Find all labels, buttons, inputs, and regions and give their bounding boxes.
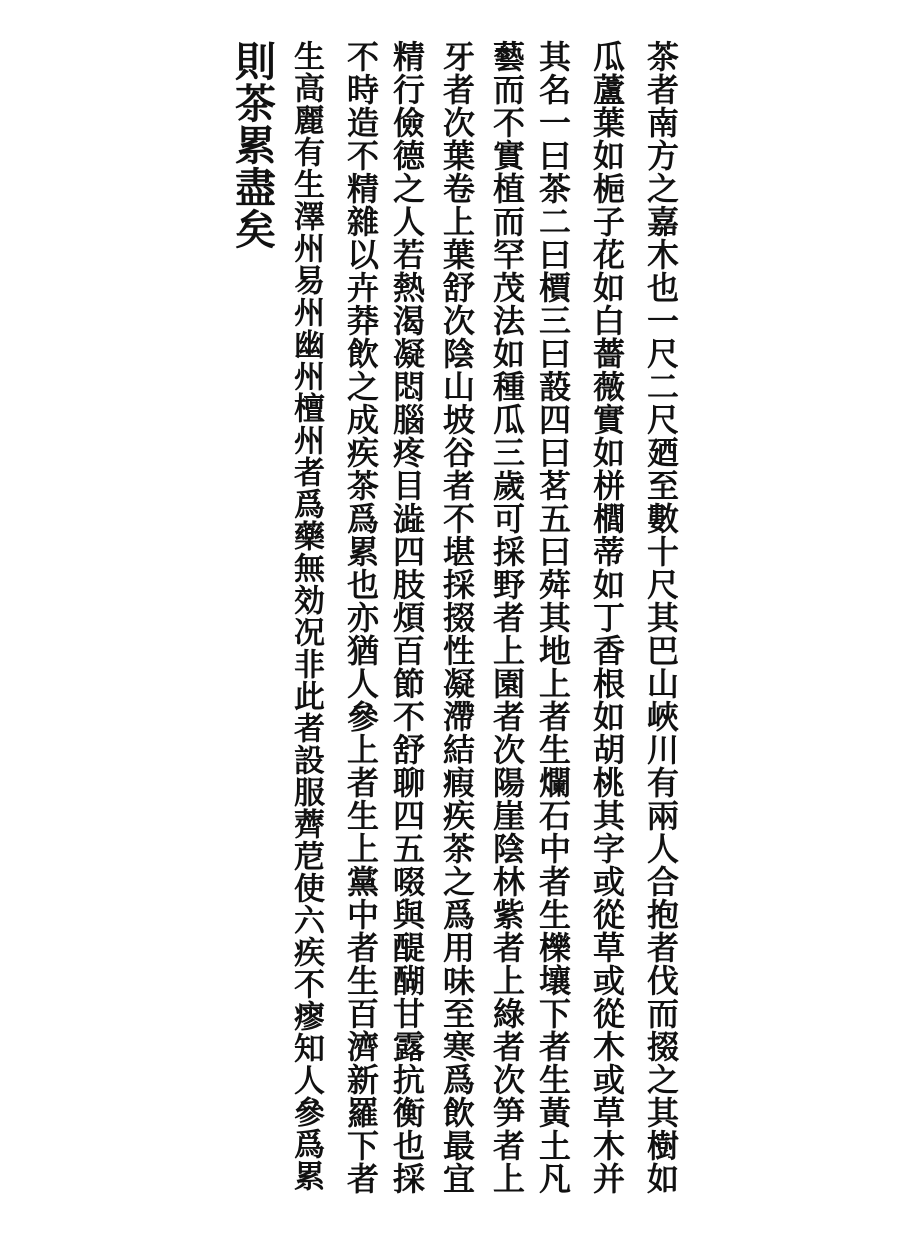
text-column-5: 牙者次葉卷上葉舒次陰山坡谷者不堪採掇性凝滯結瘕疾茶之爲用味至寒爲飲最宜 [438,40,476,1195]
text-column-2: 瓜蘆葉如梔子花如白薔薇實如栟櫚蒂如丁香根如胡桃其字或從草或從木或草木并 [588,40,626,1195]
text-column-7: 不時造不精雜以卉莽飲之成疾茶爲累也亦猶人參上者生上黨中者生百濟新羅下者 [342,40,380,1195]
text-column-1: 茶者南方之嘉木也一尺二尺廼至數十尺其巴山峽川有兩人合抱者伐而掇之其樹如 [642,40,680,1195]
text-column-9: 則茶累盡矣 [228,40,276,250]
text-column-8: 生高麗有生澤州易州幽州檀州者爲藥無効况非此者設服薺苨使六疾不瘳知人參爲累 [288,40,324,1192]
text-column-3: 其名一曰茶二曰檟三曰蔎四曰茗五曰荈其地上者生爛石中者生櫟壤下者生黃土凡 [534,40,572,1195]
text-column-6: 精行儉德之人若熱渴凝悶腦疼目澁四肢煩百節不舒聊四五啜與醍醐甘露抗衡也採 [388,40,426,1195]
text-column-4: 藝而不實植而罕茂法如種瓜三歲可採野者上園者次陽崖陰林紫者上綠者次笋者上 [488,40,526,1195]
